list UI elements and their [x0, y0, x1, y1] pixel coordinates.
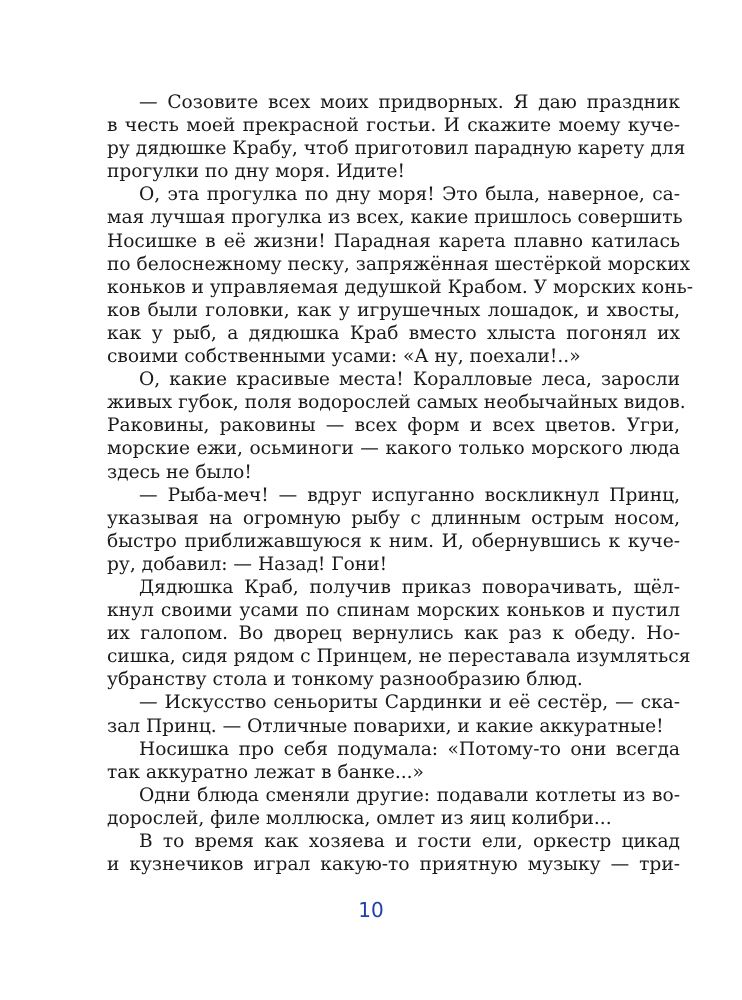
text-line: Одни блюда сменяли другие: подавали котлеты из во-	[139, 784, 680, 806]
text-line: Дядюшка Краб, получив приказ поворачивать, щёл-	[139, 576, 680, 598]
paragraph	[107, 484, 680, 576]
text-line: О, какие красивые места! Коралловые леса, заросли	[139, 369, 680, 391]
text-line: Носишке в её жизни! Парадная карета плавно катилась	[107, 230, 680, 252]
text-line: мая лучшая прогулка из всех, какие пришлось совершить	[107, 207, 683, 229]
text-line: коньков и управляемая дедушкой Крабом. У морских конь-	[107, 276, 693, 298]
text-line: своими собственными усами: «А ну, поехали!..»	[107, 346, 581, 368]
text-line: убранству стола и тонкому разнообразию блюд.	[107, 669, 583, 691]
text-line: как у рыб, а дядюшка Краб вместо хлыста погонял их	[107, 322, 680, 344]
text-line: ру, добавил: — Назад! Гони!	[107, 553, 388, 575]
text-line: здесь не было!	[107, 461, 252, 483]
text-line: дорослей, филе моллюска, омлет из яиц колибри...	[107, 807, 612, 829]
text-line: живых губок, поля водорослей самых необычайных видов.	[107, 392, 686, 414]
text-line: — Искусство сеньориты Сардинки и её сестёр, — ска-	[139, 692, 680, 714]
text-line: — Созовите всех моих придворных. Я даю праздник	[139, 92, 680, 113]
paragraph	[107, 691, 680, 737]
paragraph	[107, 183, 693, 368]
paragraph	[107, 738, 680, 784]
text-line: в честь моей прекрасной гостьи. И скажите моему куче-	[107, 115, 680, 137]
text-line: так аккуратно лежат в банке...»	[107, 761, 424, 783]
text-line: ков были головки, как у игрушечных лошадок, и хвосты,	[107, 299, 680, 321]
text-line: кнул своими усами по спинам морских коньков и пустил	[107, 600, 680, 622]
text-line: Носишка про себя подумала: «Потому-то они всегда	[139, 738, 680, 760]
paragraph	[107, 576, 691, 691]
text-line: Раковины, раковины — всех форм и всех цветов. Угри,	[107, 415, 680, 437]
paragraph	[107, 91, 686, 183]
text-line: прогулки по дну моря. Идите!	[107, 161, 406, 183]
text-line: — Рыба-меч! — вдруг испуганно воскликнул Принц,	[139, 484, 680, 506]
text-line: сишка, сидя рядом с Принцем, не переставала изумляться	[107, 646, 691, 668]
text-line: О, эта прогулка по дну моря! Это была, наверное, са-	[139, 184, 680, 206]
text-line: ру дядюшке Крабу, чтоб приготовил парадную карету для	[107, 138, 686, 160]
paragraph	[107, 784, 680, 830]
page-number: 10	[358, 898, 384, 922]
text-line: по белоснежному песку, запряжённая шестёркой морских	[107, 253, 691, 275]
text-line: их галопом. Во дворец вернулись как раз к обеду. Но-	[107, 623, 680, 645]
paragraph	[107, 368, 686, 483]
text-line: зал Принц. — Отличные поварихи, и какие аккуратные!	[107, 715, 664, 737]
text-line: указывая на огромную рыбу с длинным острым носом,	[107, 507, 680, 529]
text-line: быстро приближавшуюся к ним. И, обернувшись к куче-	[107, 530, 680, 552]
text-line: морские ежи, осьминоги — какого только морского люда	[107, 438, 680, 460]
text-line: и кузнечиков играл какую-то приятную музыку — три-	[107, 854, 680, 876]
text-line: В то время как хозяева и гости ели, оркестр цикад	[139, 831, 680, 852]
page-body-text	[107, 91, 693, 876]
paragraph	[107, 830, 680, 876]
